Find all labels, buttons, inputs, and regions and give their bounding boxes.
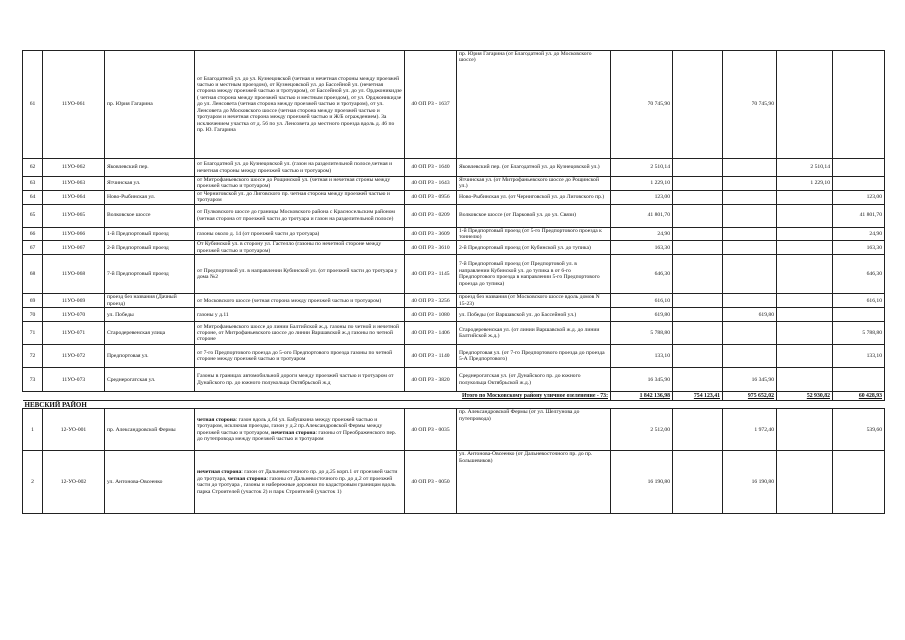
road-section: Яковлевский пер. (от Благодатной ул. до Кузнецовской ул.) bbox=[457, 159, 611, 177]
table-row bbox=[23, 177, 885, 191]
value-col-4: 539,60 bbox=[833, 409, 885, 451]
value-col-2 bbox=[723, 159, 777, 177]
street-name: ул. Победы bbox=[105, 308, 195, 322]
row-number: 72 bbox=[23, 345, 43, 368]
value-col-3: 2 510,14 bbox=[777, 159, 833, 177]
object-code: 11УО-070 bbox=[43, 308, 105, 322]
object-code: 11УО-065 bbox=[43, 204, 105, 227]
side-desc-2: : газоны от Дальневосточного пр. до д.2 от проезжей части до тротуара , газоны и набережные дорожки по кадастровым границам вдоль парка Строителей (участок 2) и парк Строителей (участок 1) bbox=[197, 475, 396, 495]
row-number: 67 bbox=[23, 241, 43, 255]
row-number: 69 bbox=[23, 294, 43, 308]
value-col-3 bbox=[777, 190, 833, 204]
value-col-4 bbox=[833, 51, 885, 159]
road-id: 40 ОП РЗ - 0209 bbox=[405, 204, 457, 227]
value-col-2 bbox=[723, 345, 777, 368]
road-id: 40 ОП РЗ - 1080 bbox=[405, 308, 457, 322]
row-number: 62 bbox=[23, 159, 43, 177]
row-number: 1 bbox=[23, 409, 43, 451]
side-desc-1: : газон от Дальневосточного пр. до д.25 корп.1 от проезжей части до тротуара, bbox=[197, 469, 398, 482]
value-col-4: 123,00 bbox=[833, 190, 885, 204]
street-name: Стародеревенская улица bbox=[105, 322, 195, 345]
value-col-3 bbox=[777, 294, 833, 308]
street-name: ул. Антонова-Овсеенко bbox=[105, 451, 195, 514]
table-row bbox=[23, 241, 885, 255]
value-col-1 bbox=[673, 159, 723, 177]
area-total: 1 229,10 bbox=[611, 177, 673, 191]
value-col-3 bbox=[777, 368, 833, 392]
value-col-3 bbox=[777, 345, 833, 368]
area-total: 2 512,00 bbox=[611, 409, 673, 451]
value-col-1 bbox=[673, 451, 723, 514]
object-code: 11УО-061 bbox=[43, 51, 105, 159]
value-col-3: 1 229,10 bbox=[777, 177, 833, 191]
table-row bbox=[23, 190, 885, 204]
road-section: пр. Юрия Гагарина (от Благодатной ул. до Московского шоссе) bbox=[457, 51, 611, 159]
total-v3: 52 930,82 bbox=[777, 392, 833, 401]
area-description: от Митрофаньевского шоссе до линии Балтийской ж.д. газоны по четной и нечетной стороне, от Митрофаньевского шоссе до линии Варшавской ж.д газоны по четной стороне bbox=[195, 322, 405, 345]
road-id: 40 ОП РЗ - 1637 bbox=[405, 51, 457, 159]
row-number: 70 bbox=[23, 308, 43, 322]
value-col-4: 24,90 bbox=[833, 227, 885, 241]
value-col-1 bbox=[673, 255, 723, 294]
value-col-2 bbox=[723, 255, 777, 294]
road-section: Ятчинская ул. (от Митрофаньевского шоссе до Рощинской ул.) bbox=[457, 177, 611, 191]
area-total: 2 510,14 bbox=[611, 159, 673, 177]
row-number: 61 bbox=[23, 51, 43, 159]
table-row bbox=[23, 294, 885, 308]
street-name: 2-й Предпортовый проезд bbox=[105, 241, 195, 255]
total-label: Итого по Московскому району уличное озеленение - 73: bbox=[23, 392, 611, 401]
area-description: от 7-го Предпортового проезда до 5-ого Предпортового проезда газоны по четной стороне между проезжей частью и тротуаром bbox=[195, 345, 405, 368]
value-col-1 bbox=[673, 368, 723, 392]
object-code: 11УО-063 bbox=[43, 177, 105, 191]
value-col-4 bbox=[833, 177, 885, 191]
table-row bbox=[23, 255, 885, 294]
object-code: 11УО-066 bbox=[43, 227, 105, 241]
value-col-2 bbox=[723, 294, 777, 308]
table-row bbox=[23, 308, 885, 322]
value-col-4: 163,30 bbox=[833, 241, 885, 255]
value-col-3 bbox=[777, 227, 833, 241]
street-name: пр. Юрия Гагарина bbox=[105, 51, 195, 159]
row-number: 68 bbox=[23, 255, 43, 294]
area-description: от Предпортовой ул. в направлении Кубинской ул. (от проезжей части до тротуара у дома №2 bbox=[195, 255, 405, 294]
object-code: 11УО-072 bbox=[43, 345, 105, 368]
area-total: 646,30 bbox=[611, 255, 673, 294]
side-desc-1: : газон вдоль д.64 ул. Бабушкина между проезжей частью и тротуаром, исключая проезды, газон у д.2 пр.Александровской Фермы между проезжей частью и тротуаром, bbox=[197, 416, 383, 436]
road-section: 7-й Предпортовый проезд (от Предпортовой ул. в направлении Кубинской ул. до тупика в от 6-го Предпортового проезда в направлении 5-го Предпортового проезда до тупика) bbox=[457, 255, 611, 294]
value-col-1 bbox=[673, 177, 723, 191]
road-section: проезд без названия (от Московского шоссе вдоль домов N 15-23) bbox=[457, 294, 611, 308]
area-total: 123,00 bbox=[611, 190, 673, 204]
area-description: от Митрофаньевского шоссе до Рощинской ул. (четная и нечетная строны между проезжей частью и тротуаром) bbox=[195, 177, 405, 191]
value-col-4: 646,30 bbox=[833, 255, 885, 294]
nevsky-district-rows bbox=[23, 409, 885, 514]
district-total-row bbox=[23, 392, 885, 401]
value-col-3 bbox=[777, 241, 833, 255]
area-description: Газоны в границах автомобильной дороги между проезжей частью и тротуаром от Дунайского пр. до южного полукольца Октябрьской ж.д bbox=[195, 368, 405, 392]
value-col-1 bbox=[673, 345, 723, 368]
side-label-1: четная сторона bbox=[197, 416, 236, 423]
road-id: 40 ОП РЗ - 1643 bbox=[405, 177, 457, 191]
area-description: от Благодатной ул. до ул. Кузнецовской (четная и нечетная стороны между проезжей частью и местным проездом), от Кузнецовской ул. до Бассейной ул. (нечетная сторона между проезжей частью и тротуаром), от Бассейной ул. до ул. Орджоникидзе ( четная сторона между проезжей частью и местным проездом), от ул. Орджоникидзе до ул. Ленсовета (четная сторона между проезжей частью и тротуаром), от ул. Ленсовета до Московского шоссе (четная сторона между проезжей частью и тротуаром и нечетная сторона между проезжей частью и Ж/Б ограждением). За исключением участка от д. 56 по ул. Ленсовета до местного проезда вдоль д. 46 по пр. Ю. Гагарина bbox=[195, 51, 405, 159]
value-col-3 bbox=[777, 409, 833, 451]
street-name: Предпортовая ул. bbox=[105, 345, 195, 368]
area-total: 5 788,80 bbox=[611, 322, 673, 345]
table-row bbox=[23, 204, 885, 227]
table-row bbox=[23, 368, 885, 392]
street-name: Ятчинская ул. bbox=[105, 177, 195, 191]
value-col-1 bbox=[673, 294, 723, 308]
value-col-1 bbox=[673, 241, 723, 255]
table-row bbox=[23, 345, 885, 368]
value-col-1 bbox=[673, 51, 723, 159]
value-col-1 bbox=[673, 227, 723, 241]
road-section: пр. Александровской Фермы (от ул. Шелгунова до путепровода) bbox=[457, 409, 611, 451]
area-total: 16 190,80 bbox=[611, 451, 673, 514]
value-col-4 bbox=[833, 308, 885, 322]
value-col-3 bbox=[777, 322, 833, 345]
table-row bbox=[23, 409, 885, 451]
value-col-2: 1 972,40 bbox=[723, 409, 777, 451]
value-col-3 bbox=[777, 51, 833, 159]
street-name: 1-й Предпортовый проезд bbox=[105, 227, 195, 241]
area-total: 70 745,90 bbox=[611, 51, 673, 159]
area-total: 41 801,70 bbox=[611, 204, 673, 227]
value-col-2: 70 745,90 bbox=[723, 51, 777, 159]
object-code: 12-УО-002 bbox=[43, 451, 105, 514]
value-col-2: 16 345,90 bbox=[723, 368, 777, 392]
value-col-4: 616,10 bbox=[833, 294, 885, 308]
row-number: 64 bbox=[23, 190, 43, 204]
side-desc-2: : газоны от Преображенского пер. до путепровода между проезжей частью и тротуаром bbox=[197, 429, 397, 443]
area-description: газоны около д. 14 (от проезжей части до тротуара) bbox=[195, 227, 405, 241]
object-code: 11УО-064 bbox=[43, 190, 105, 204]
area-description: от Благодатной ул. до Кузнецовской ул. (газон на разделительной полосе,четная и нечетная стороны между проезжей частью и тротуаром) bbox=[195, 159, 405, 177]
value-col-2 bbox=[723, 227, 777, 241]
table-row bbox=[23, 451, 885, 514]
value-col-2 bbox=[723, 190, 777, 204]
street-name: пр. Александровской Фермы bbox=[105, 409, 195, 451]
street-name: Среднерогатская ул. bbox=[105, 368, 195, 392]
area-description: от Черниговской ул. до Лиговского пр. четная сторона между проезжей частью и тротуаром bbox=[195, 190, 405, 204]
object-code: 11УО-062 bbox=[43, 159, 105, 177]
road-id: 40 ОП РЗ - 1640 bbox=[405, 159, 457, 177]
value-col-1 bbox=[673, 190, 723, 204]
object-code: 11УО-069 bbox=[43, 294, 105, 308]
area-description: газоны у д.11 bbox=[195, 308, 405, 322]
area-total: 133,10 bbox=[611, 345, 673, 368]
row-number: 2 bbox=[23, 451, 43, 514]
street-name: Ново-Рыбинская ул. bbox=[105, 190, 195, 204]
area-total: 24,90 bbox=[611, 227, 673, 241]
roadside-greenery-table-page bbox=[22, 50, 884, 514]
road-section: ул. Победы (от Варшавской ул. до Бассейной ул.) bbox=[457, 308, 611, 322]
district-header-row bbox=[23, 401, 885, 409]
value-col-2 bbox=[723, 177, 777, 191]
road-id: 40 ОП РЗ - 1406 bbox=[405, 322, 457, 345]
value-col-4: 5 788,80 bbox=[833, 322, 885, 345]
road-id: 40 ОП РЗ - 3610 bbox=[405, 241, 457, 255]
road-section: ул. Антонова-Овсеенко (от Дальневосточного пр. до пр. Большевиков) bbox=[457, 451, 611, 514]
area-total: 619,80 bbox=[611, 308, 673, 322]
area-total: 16 345,90 bbox=[611, 368, 673, 392]
table-row bbox=[23, 51, 885, 159]
value-col-1 bbox=[673, 204, 723, 227]
object-code: 11УО-067 bbox=[43, 241, 105, 255]
value-col-3 bbox=[777, 204, 833, 227]
value-col-4 bbox=[833, 159, 885, 177]
total-v2: 975 652,02 bbox=[723, 392, 777, 401]
street-name: Волковское шоссе bbox=[105, 204, 195, 227]
road-id: 40 ОП РЗ - 0050 bbox=[405, 451, 457, 514]
object-code: 11УО-073 bbox=[43, 368, 105, 392]
row-number: 63 bbox=[23, 177, 43, 191]
value-col-4 bbox=[833, 368, 885, 392]
street-name: проезд без названия (Дачный проезд) bbox=[105, 294, 195, 308]
area-total: 616,10 bbox=[611, 294, 673, 308]
value-col-4: 133,10 bbox=[833, 345, 885, 368]
object-code: 12-УО-001 bbox=[43, 409, 105, 451]
road-section: 1-й Предпортовый проезд (от 5-го Предпортового проезда к тоннелю) bbox=[457, 227, 611, 241]
road-id: 40 ОП РЗ - 0956 bbox=[405, 190, 457, 204]
value-col-2: 16 190,80 bbox=[723, 451, 777, 514]
value-col-3 bbox=[777, 255, 833, 294]
row-number: 65 bbox=[23, 204, 43, 227]
road-section: Волковское шоссе (от Парковой ул. до ул. Связи) bbox=[457, 204, 611, 227]
object-code: 11УО-068 bbox=[43, 255, 105, 294]
value-col-2 bbox=[723, 204, 777, 227]
side-label-2: четная сторона bbox=[227, 475, 267, 482]
value-col-3 bbox=[777, 308, 833, 322]
street-name: Яковлевский пер. bbox=[105, 159, 195, 177]
total-v4: 60 428,93 bbox=[833, 392, 885, 401]
value-col-2 bbox=[723, 241, 777, 255]
table-row bbox=[23, 227, 885, 241]
value-col-1 bbox=[673, 322, 723, 345]
area-description: от Московского шоссе (четная сторона между проезжей частью и тротуаром) bbox=[195, 294, 405, 308]
road-id: 40 ОП РЗ - 1140 bbox=[405, 345, 457, 368]
area-description: от Пулковского шоссе до границы Московского района с Красносельским районом (четная сторона от проезжей части до тротуара и газон на разделительной полосе) bbox=[195, 204, 405, 227]
total-sum: 1 842 136,98 bbox=[611, 392, 673, 401]
value-col-2: 619,80 bbox=[723, 308, 777, 322]
value-col-2 bbox=[723, 322, 777, 345]
total-v1: 754 123,41 bbox=[673, 392, 723, 401]
district-title: НЕВСКИЙ РАЙОН bbox=[23, 401, 885, 409]
road-id: 40 ОП РЗ - 3609 bbox=[405, 227, 457, 241]
table-row bbox=[23, 322, 885, 345]
row-number: 71 bbox=[23, 322, 43, 345]
side-label-1: нечетная сторона bbox=[197, 469, 242, 476]
value-col-4 bbox=[833, 451, 885, 514]
road-section: 2-й Предпортовый проезд (от Кубинской ул. до тупика) bbox=[457, 241, 611, 255]
road-id: 40 ОП РЗ - 3256 bbox=[405, 294, 457, 308]
side-label-2: нечетная сторона bbox=[271, 429, 316, 436]
moscow-district-rows bbox=[23, 51, 885, 392]
row-number: 73 bbox=[23, 368, 43, 392]
value-col-3 bbox=[777, 451, 833, 514]
district-total-section bbox=[23, 392, 885, 409]
area-description: От Кубинской ул. в сторону ул. Гастелло (газоны по нечетной стороне между проезжей частью и тротуаром) bbox=[195, 241, 405, 255]
row-number: 66 bbox=[23, 227, 43, 241]
road-section: Ново-Рыбинская ул. (от Черниговской ул. до Лиговского пр.) bbox=[457, 190, 611, 204]
value-col-4: 41 801,70 bbox=[833, 204, 885, 227]
road-id: 40 ОП РЗ - 3820 bbox=[405, 368, 457, 392]
road-section: Предпортовая ул. (от 7-го Предпортового проезда до проезда 5-А Предпортового) bbox=[457, 345, 611, 368]
road-id: 40 ОП РЗ - 1145 bbox=[405, 255, 457, 294]
value-col-1 bbox=[673, 409, 723, 451]
road-section: Среднерогатская ул. (от Дунайского пр. до южного полукольца Октябрьской ж.д.) bbox=[457, 368, 611, 392]
object-code: 11УО-071 bbox=[43, 322, 105, 345]
area-description bbox=[195, 451, 405, 514]
area-description bbox=[195, 409, 405, 451]
street-name: 7-й Предпортовый проезд bbox=[105, 255, 195, 294]
table-row bbox=[23, 159, 885, 177]
area-total: 163,30 bbox=[611, 241, 673, 255]
value-col-1 bbox=[673, 308, 723, 322]
greenery-table bbox=[22, 50, 885, 514]
road-section: Стародеревенская ул. (от линии Варшавской ж.д. до линии Балтийской ж.д.) bbox=[457, 322, 611, 345]
road-id: 40 ОП РЗ - 0035 bbox=[405, 409, 457, 451]
